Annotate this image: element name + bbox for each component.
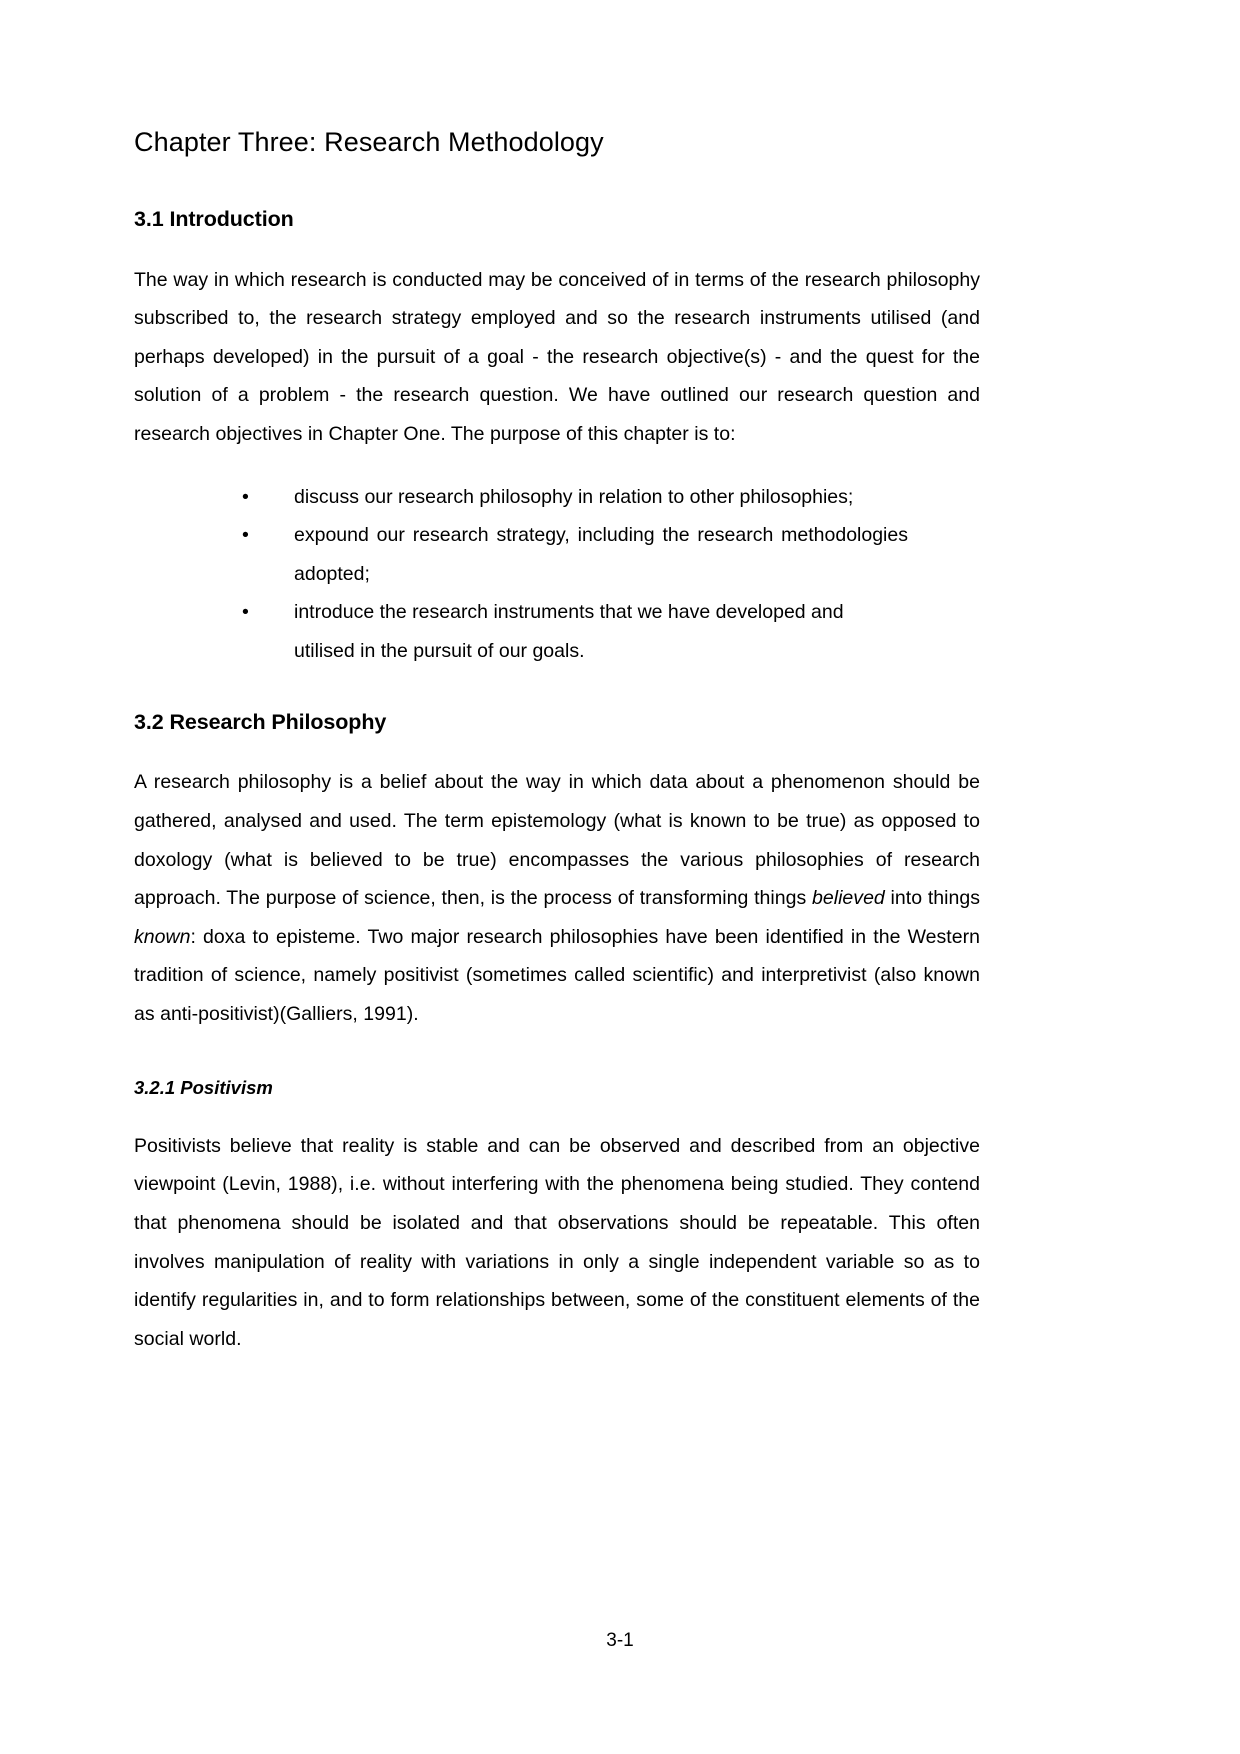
page-title: Chapter Three: Research Methodology bbox=[134, 127, 604, 157]
subsection-heading-positivism: 3.2.1 Positivism bbox=[134, 1076, 273, 1098]
emphasis-believed: believed bbox=[812, 887, 885, 910]
list-item-label: expound our research strategy, including the research methodologies adopted; bbox=[294, 524, 908, 585]
list-item bbox=[134, 516, 980, 593]
list-item bbox=[134, 593, 980, 670]
section-heading-research-philosophy: 3.2 Research Philosophy bbox=[134, 709, 387, 734]
paragraph-positivism: Positivists believe that reality is stable and can be observed and described from an objective viewpoint (Levin, 1988), i.e. without interfering with the phenomena being studied. They contend that phenomena should be isolated and that observations should be repeatable. This often involves manipulation of reality with variations in only a single independent variable so as to identify regularities in, and to form relationships between, some of the constituent elements of the social world. bbox=[134, 1134, 980, 1350]
bullet-icon: • bbox=[242, 485, 249, 508]
section-heading-introduction: 3.1 Introduction bbox=[134, 206, 294, 231]
paragraph-text-part-3: : doxa to episteme. Two major research philosophies have been identified in the Western tradition of science, namely positivist (sometimes called scientific) and interpretivist (also known as anti-positivist)(Galliers, 1991). bbox=[134, 925, 980, 1025]
paragraph-research-philosophy bbox=[134, 763, 980, 1033]
bullet-icon: • bbox=[242, 601, 249, 624]
emphasis-known: known bbox=[134, 925, 191, 948]
list-item-label: discuss our research philosophy in relation to other philosophies; bbox=[294, 485, 854, 508]
page-footer-number: 3-1 bbox=[606, 1630, 634, 1651]
list-item-label: introduce the research instruments that we have developed and utilised in the pursuit of our goals. bbox=[294, 601, 844, 662]
paragraph-introduction: The way in which research is conducted may be conceived of in terms of the research philosophy subscribed to, the research strategy employed and so the research instruments utilised (and perhaps developed) in the pursuit of a goal - the research objective(s) - and the quest for the solution of a problem - the research question. We have outlined our research question and research objectives in Chapter One. The purpose of this chapter is to: bbox=[134, 268, 980, 445]
paragraph-text-part-2: into things bbox=[884, 887, 980, 910]
list-item bbox=[134, 478, 980, 517]
paragraph-text-part-1: A research philosophy is a belief about the way in which data about a phenomenon should be gathered, analysed and used. The term epistemology (what is known to be true) as opposed to doxology (what is believed to be true) encompasses the various philosophies of research approach. The purpose of science, then, is the process of transforming things bbox=[134, 771, 980, 910]
bullet-icon: • bbox=[242, 524, 249, 547]
introduction-purpose-list bbox=[134, 478, 980, 671]
page-content bbox=[134, 126, 980, 1382]
